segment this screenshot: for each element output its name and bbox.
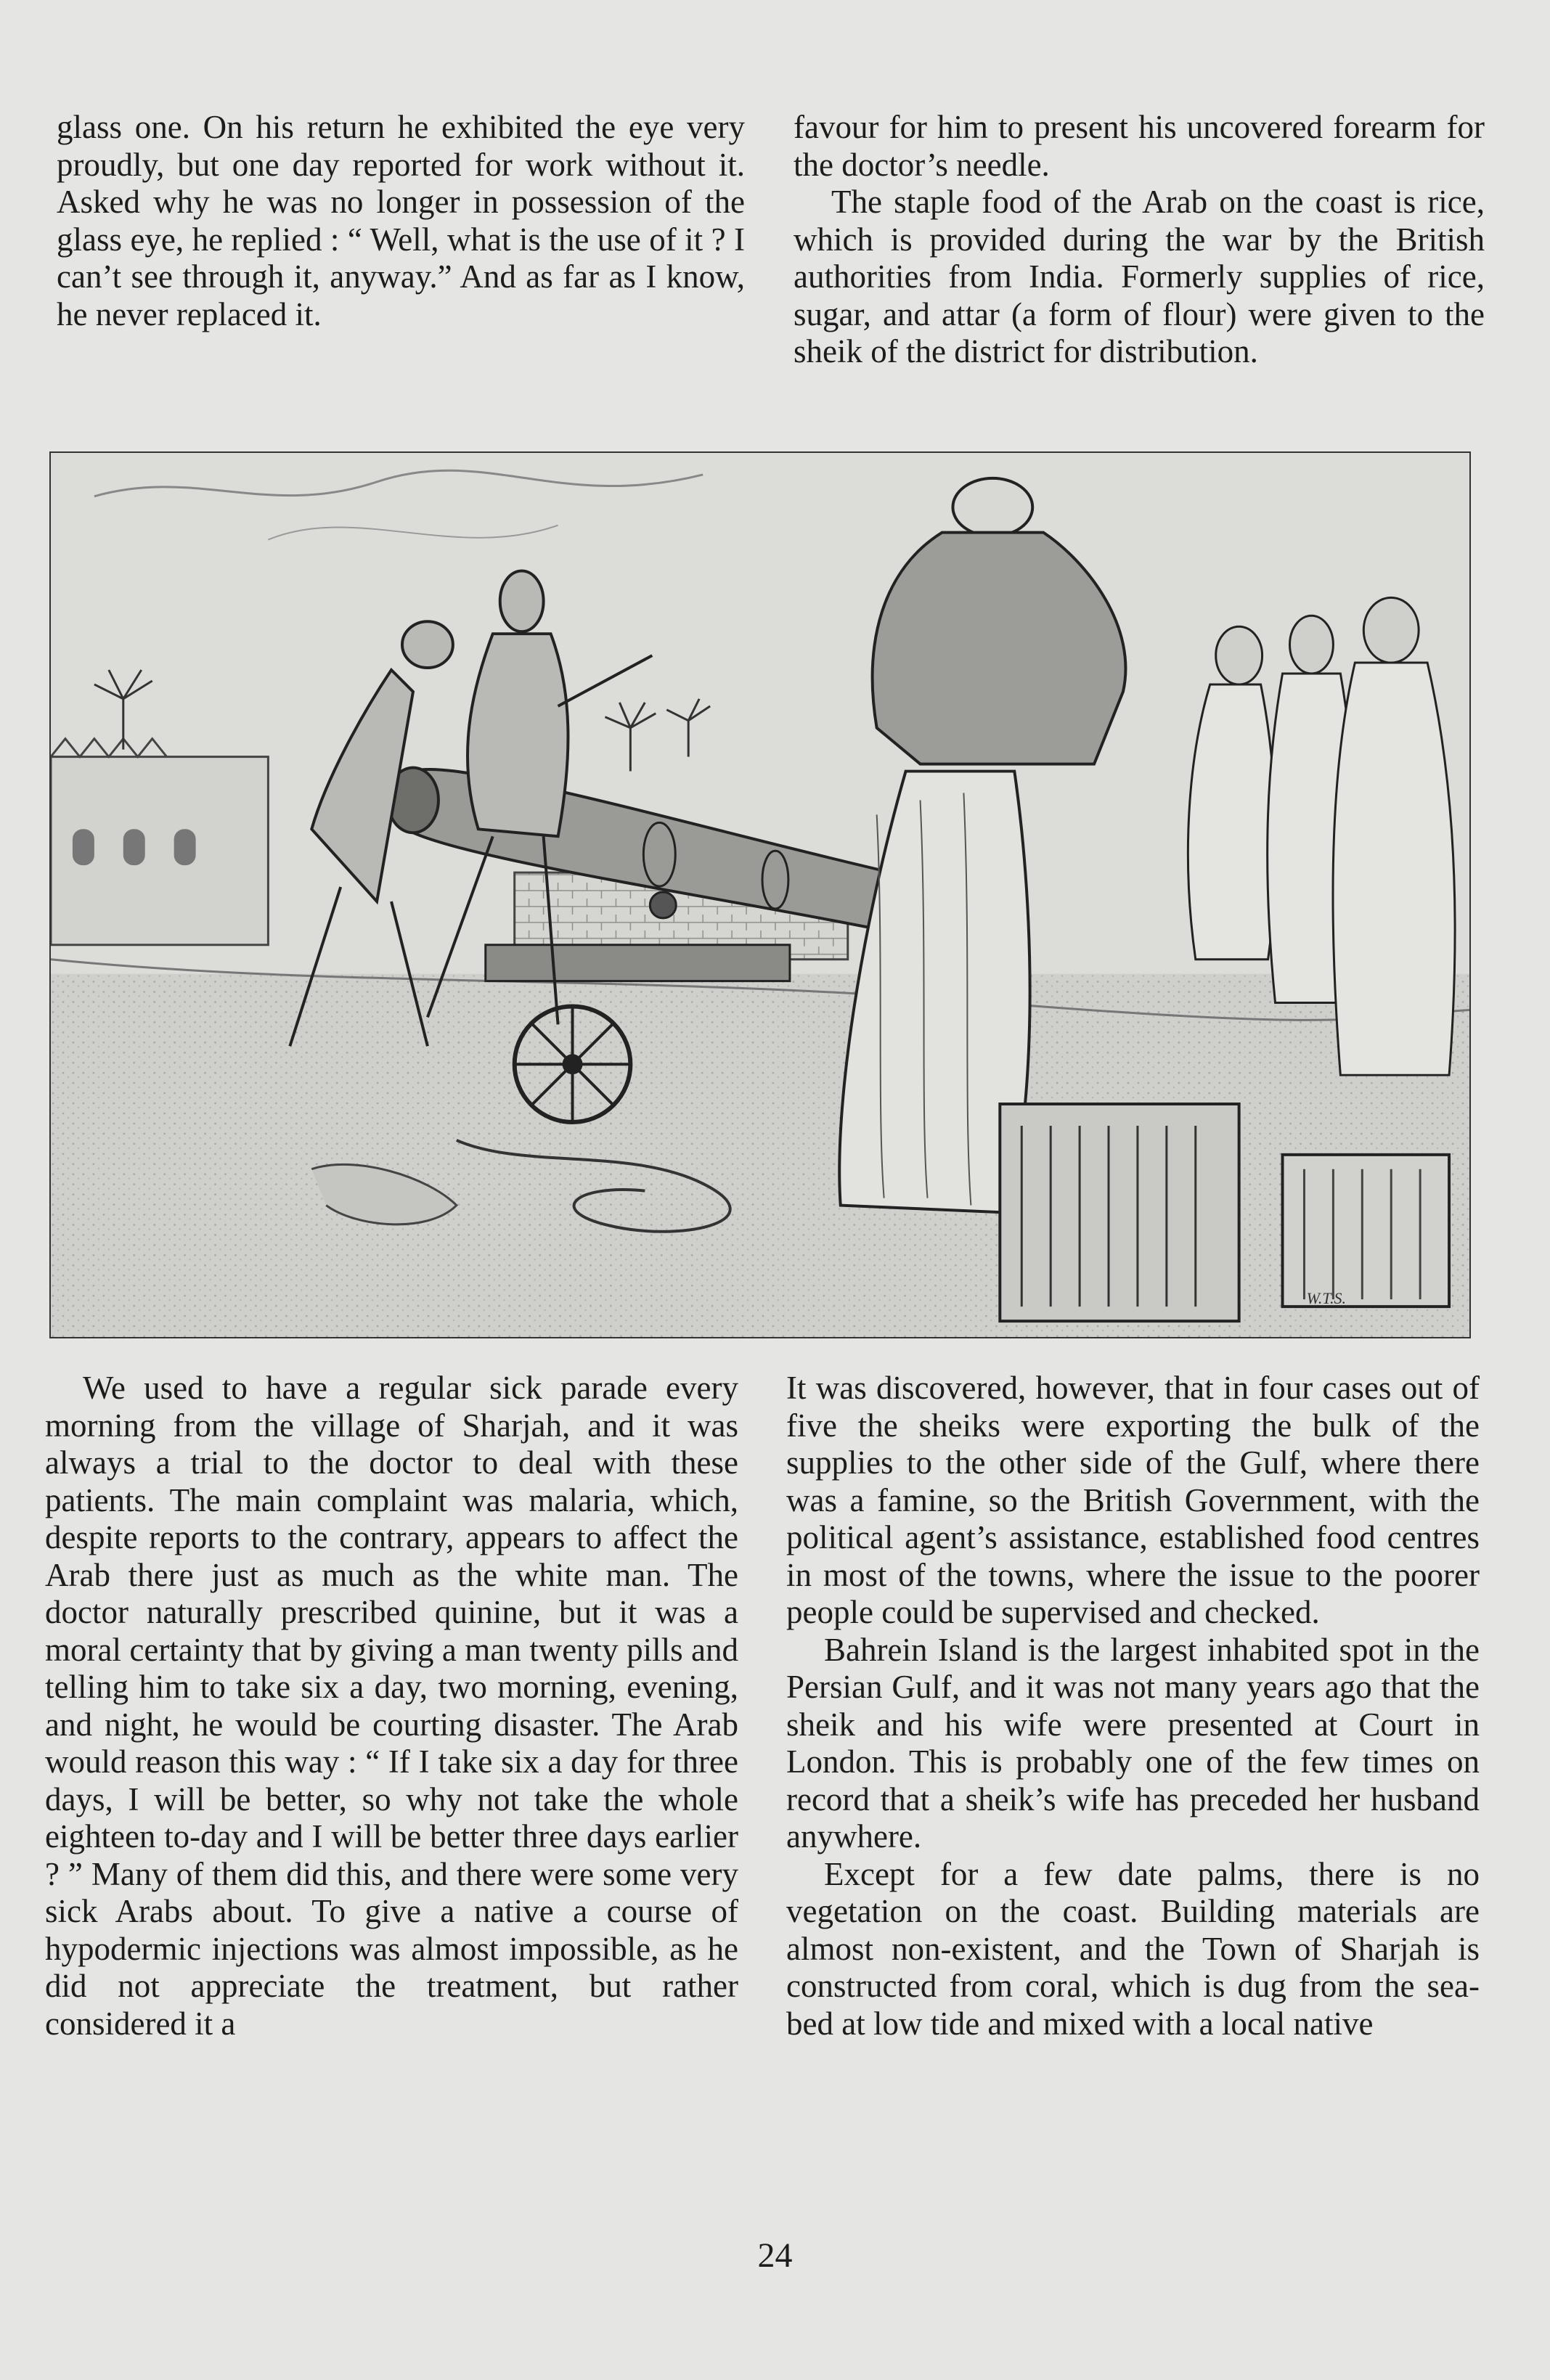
text-column-top-left (57, 109, 745, 333)
paragraph: Bahrein Island is the largest inhabited spot in the Persian Gulf, and it was not many years ago that the sheik and his wife were presented at Court in London. This is probably one of the few times on record that a sheik’s wife has preceded her husband anywhere. (786, 1631, 1480, 1854)
fort-building (51, 739, 268, 945)
paragraph: It was discovered, however, that in four cases out of five the sheiks were exporting the bulk of the supplies to the other side of the Gulf, where there was a famine, so the British Government, with the political agent’s assistance, established food centres in most of the towns, where the issue to the poorer people could be supervised and checked. (786, 1370, 1480, 1630)
artist-signature: W.T.S. (1306, 1289, 1346, 1307)
paragraph: We used to have a regular sick parade every morning from the village of Sharjah, and it was always a trial to the doctor to deal with these patients. The main complaint was malaria, which, despite reports to the contrary, appears to affect the Arab there just as much as the white man. The doctor naturally prescribed quinine, but it was a moral certainty that by giving a man twenty pills and telling him to take six a day, two morning, evening, and night, he would be courting disaster. The Arab would reason this way : “ If I take six a day for three days, I will be better, so why not take the whole eighteen to-day and I will be better three days earlier ? ” Many of them did this, and there were some very sick Arabs about. To give a native a course of hypodermic injections was almost impossible, as he did not appreciate the treatment, but rather considered it a (45, 1370, 738, 2042)
text-column-top-right (794, 109, 1485, 371)
sketch-drawing (51, 453, 1469, 1337)
text-column-bottom-left (45, 1370, 738, 2042)
text-column-bottom-right (786, 1370, 1480, 2042)
cannon-illustration (49, 451, 1471, 1338)
paragraph: Except for a few date palms, there is no vegetation on the coast. Building materials are almost non-existent, and the Town of Sharjah is constructed from coral, which is dug from the sea-bed at low tide and mixed with a local native (786, 1855, 1480, 2042)
paragraph: favour for him to present his uncovered forearm for the doctor’s needle. (794, 109, 1485, 183)
page-number: 24 (757, 2236, 793, 2275)
paragraph: glass one. On his return he exhibited the eye very proudly, but one day reported for work without it. Asked why he was no longer in possession of the glass eye, he replied : “ Well, what is the use of it ? I can’t see through it, anyway.” And as far as I know, he never replaced it. (57, 109, 745, 332)
paragraph: The staple food of the Arab on the coast is rice, which is provided during the war by the British authorities from India. Formerly supplies of rice, sugar, and attar (a form of flour) were given to the sheik of the district for distribution. (794, 184, 1485, 369)
